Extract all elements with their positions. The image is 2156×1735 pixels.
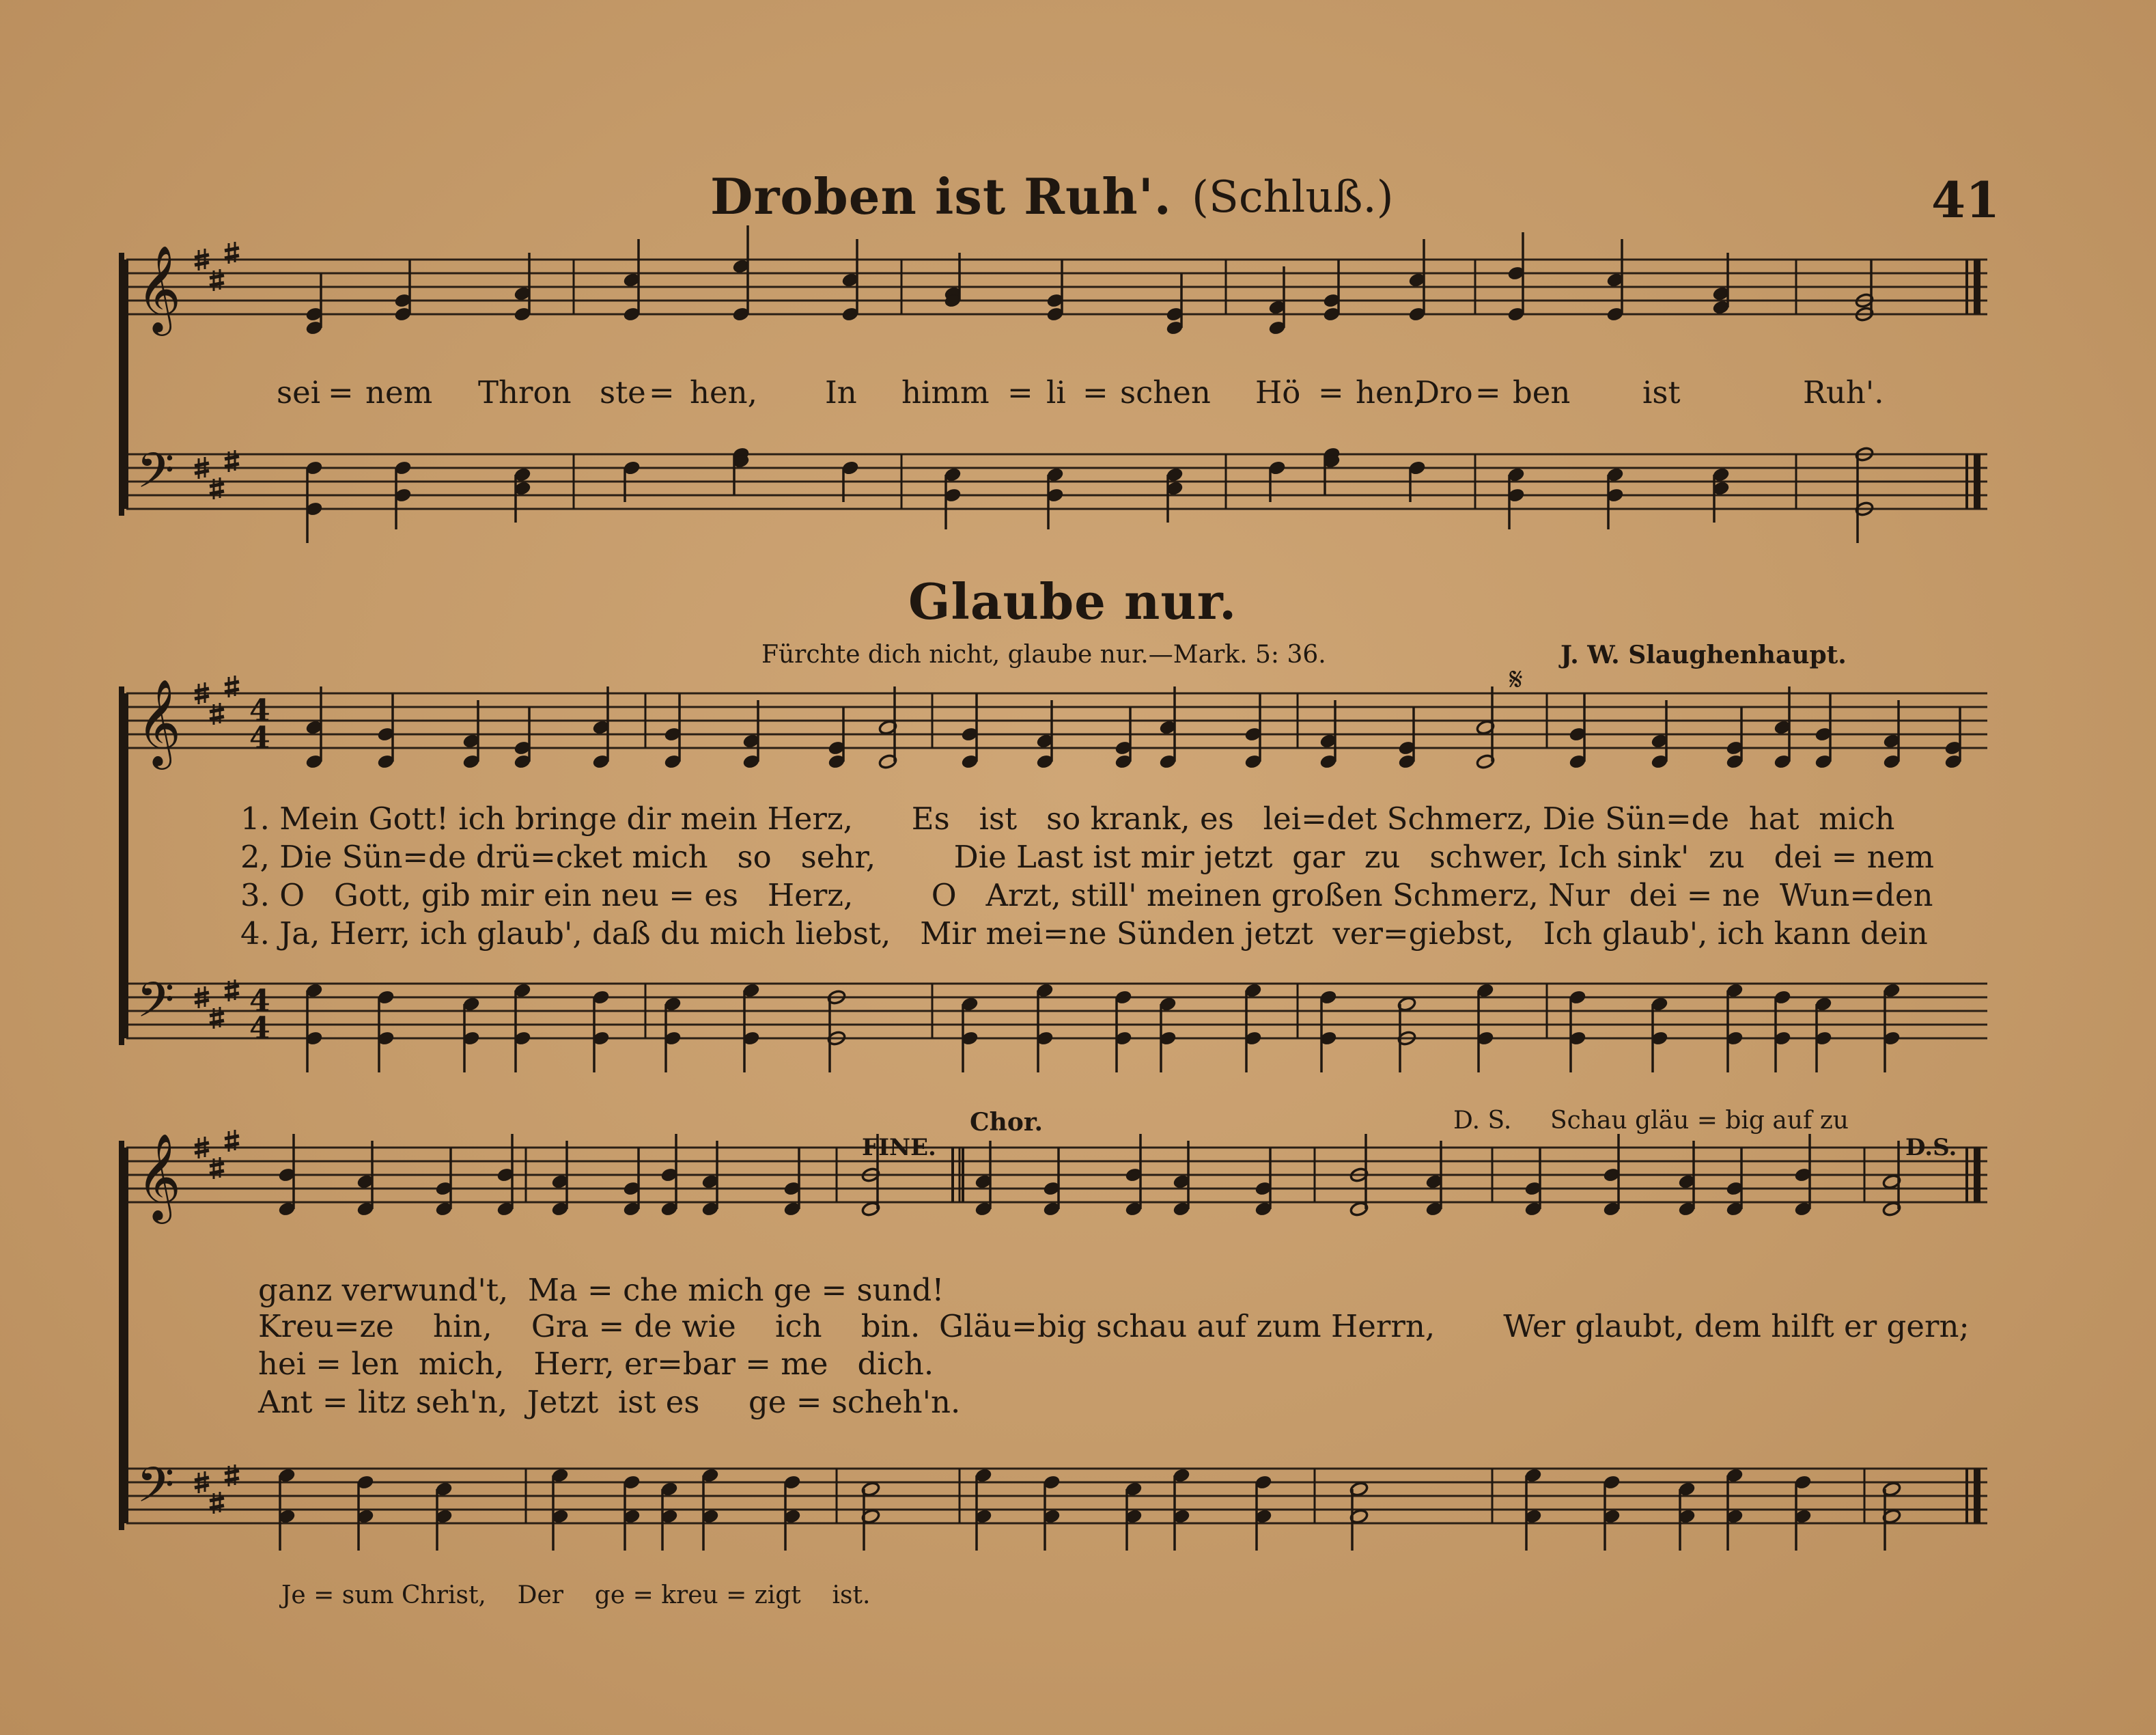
lyric-syllable: Thron xyxy=(478,374,572,411)
time-signature-bottom: 4 xyxy=(249,1011,270,1046)
treble-clef: 𝄞 xyxy=(137,678,182,766)
time-signature-bottom: 4 xyxy=(249,721,270,755)
chorus-lyrics: Gläu=big schau auf zum Herrn, Wer glaubt, dem hilft er gern; xyxy=(939,1308,1970,1344)
segno-sign: 𝄋 xyxy=(1509,661,1523,697)
ds-lyric-bottom: Je = sum Christ, Der ge = kreu = zigt ist. xyxy=(281,1581,871,1609)
lyric-syllable: ist xyxy=(1642,374,1681,411)
lyric-syllable: himm xyxy=(901,374,990,411)
fine-label: FINE. xyxy=(862,1134,936,1161)
verse-line: Ant = litz seh'n, Jetzt ist es ge = scheh'n. xyxy=(258,1384,961,1420)
lyric-syllable: schen xyxy=(1120,374,1211,411)
chor-label: Chor. xyxy=(970,1108,1044,1137)
verse-line: Kreu=ze hin, Gra = de wie ich bin. xyxy=(258,1308,921,1344)
lyric-syllable: = xyxy=(328,374,354,411)
verse-line: hei = len mich, Herr, er=bar = me dich. xyxy=(258,1346,934,1382)
verse-line: 4. Ja, Herr, ich glaub', daß du mich liebst, Mir mei=ne Sünden jetzt ver=giebst, Ich glaub', ich kann dein xyxy=(240,915,1928,952)
lyric-syllable: = xyxy=(1475,374,1501,411)
lyric-syllable: Hö xyxy=(1255,374,1301,411)
lyric-syllable: ben xyxy=(1513,374,1571,411)
lyric-syllable: = xyxy=(1007,374,1033,411)
hymn2-title: Glaube nur. xyxy=(908,572,1237,630)
ds-lyric-top: Schau gläu = big auf zu xyxy=(1550,1107,1849,1135)
lyric-syllable: Dro xyxy=(1415,374,1473,411)
lyric-syllable: hen, xyxy=(1356,374,1423,411)
lyric-syllable: hen, xyxy=(690,374,757,411)
lyric-syllable: ste xyxy=(600,374,646,411)
scripture-reference: Fürchte dich nicht, glaube nur.—Mark. 5: 36. xyxy=(761,641,1326,669)
lyric-syllable: Ruh'. xyxy=(1803,374,1884,411)
verse-line: 3. O Gott, gib mir ein neu = es Herz, O Arzt, still' meinen großen Schmerz, Nur dei = ne Wun=den xyxy=(240,877,1933,913)
treble-staff xyxy=(126,1148,1987,1202)
bass-clef: 𝄢 xyxy=(137,1457,175,1525)
bass-staff xyxy=(126,984,1987,1038)
lyric-syllable: = xyxy=(1082,374,1108,411)
lyric-syllable: = xyxy=(649,374,675,411)
lyric-syllable: In xyxy=(825,374,857,411)
verse-line: ganz verwund't, Ma = che mich ge = sund! xyxy=(258,1272,944,1308)
lyric-syllable: nem xyxy=(365,374,433,411)
treble-clef: 𝄞 xyxy=(137,245,182,332)
lyric-syllable: sei xyxy=(277,374,321,411)
lyric-syllable: = xyxy=(1318,374,1344,411)
hymn1-title: Droben ist Ruh'. xyxy=(710,167,1172,225)
ds-end-label: D.S. xyxy=(1905,1134,1957,1161)
bass-clef: 𝄢 xyxy=(137,443,175,511)
ds-label: D. S. xyxy=(1453,1107,1512,1135)
lyric-syllable: li xyxy=(1046,374,1066,411)
hymn1-subtitle: (Schluß.) xyxy=(1192,172,1394,223)
treble-clef: 𝄞 xyxy=(137,1133,182,1220)
verse-line: 1. Mein Gott! ich bringe dir mein Herz, Es ist so krank, es lei=det Schmerz, Die Sün=de hat mich xyxy=(240,801,1895,837)
page-number: 41 xyxy=(1931,171,2000,229)
composer-name: J. W. Slaughenhaupt. xyxy=(1560,641,1847,669)
verse-line: 2, Die Sün=de drü=cket mich so sehr, Die Last ist mir jetzt gar zu schwer, Ich sink' zu dei = nem xyxy=(240,839,1935,875)
treble-staff xyxy=(126,693,1987,748)
time-signature-top: 4 xyxy=(249,693,270,728)
time-signature-top: 4 xyxy=(249,984,270,1018)
bass-clef: 𝄢 xyxy=(137,972,175,1040)
